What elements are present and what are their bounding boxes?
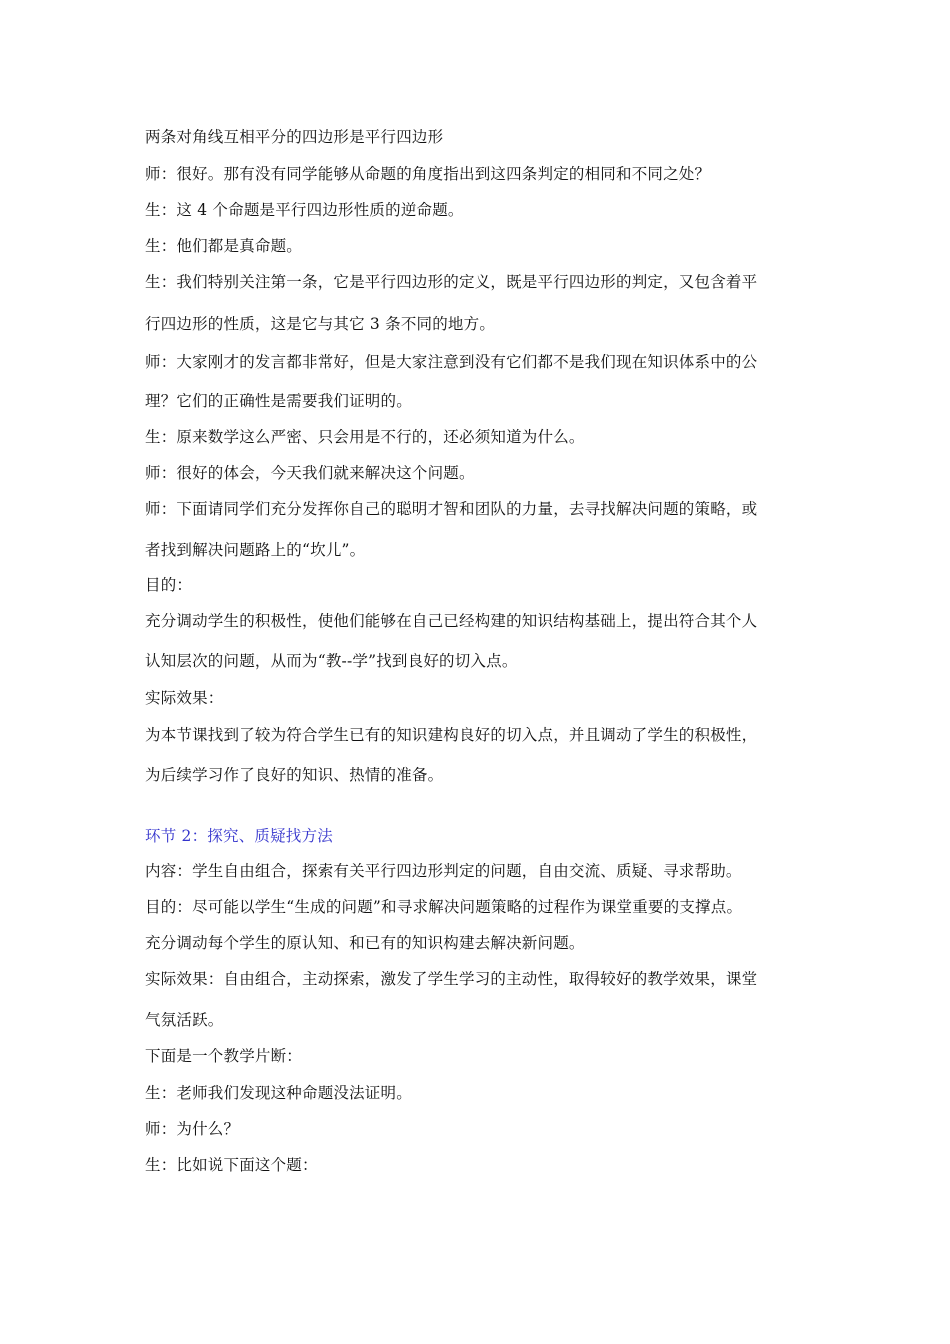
- text-line: 内容：学生自由组合，探索有关平行四边形判定的问题，自由交流、质疑、寻求帮助。: [145, 862, 742, 880]
- text-line: 理？它们的正确性是需要我们证明的。: [145, 392, 412, 410]
- text-line: 下面是一个教学片断：: [145, 1047, 303, 1065]
- text-line: 充分调动每个学生的原认知、和已有的知识构建去解决新问题。: [145, 934, 585, 952]
- text-line: 目的：: [145, 576, 193, 594]
- text-line: 实际效果：: [145, 689, 224, 707]
- text-line: 师：大家刚才的发言都非常好，但是大家注意到没有它们都不是我们现在知识体系中的公: [145, 353, 758, 371]
- text-line: 生：这 4 个命题是平行四边形性质的逆命题。: [145, 201, 464, 219]
- text-line: 认知层次的问题，从而为“教--学”找到良好的切入点。: [145, 652, 518, 670]
- text-line: 充分调动学生的积极性，使他们能够在自己已经构建的知识结构基础上，提出符合其个人: [145, 612, 758, 630]
- text-line: 气氛活跃。: [145, 1011, 224, 1029]
- text-line: 师：下面请同学们充分发挥你自己的聪明才智和团队的力量，去寻找解决问题的策略，或: [145, 500, 758, 518]
- text-line: 师：很好。那有没有同学能够从命题的角度指出到这四条判定的相同和不同之处？: [145, 165, 711, 183]
- text-line: 生：比如说下面这个题：: [145, 1156, 318, 1174]
- text-line: 生：他们都是真命题。: [145, 237, 303, 255]
- text-line: 师：很好的体会，今天我们就来解决这个问题。: [145, 464, 475, 482]
- text-line: 行四边形的性质，这是它与其它 3 条不同的地方。: [145, 315, 496, 333]
- section-heading: 环节 2：探究、质疑找方法: [145, 827, 333, 845]
- text-line: 者找到解决问题路上的“坎儿”。: [145, 541, 366, 559]
- text-line: 目的：尽可能以学生“生成的问题”和寻求解决问题策略的过程作为课堂重要的支撑点。: [145, 898, 743, 916]
- text-line: 生：原来数学这么严密、只会用是不行的，还必须知道为什么。: [145, 428, 585, 446]
- text-line: 生：我们特别关注第一条，它是平行四边形的定义，既是平行四边形的判定，又包含着平: [145, 273, 758, 291]
- text-line: 为后续学习作了良好的知识、热情的准备。: [145, 766, 444, 784]
- text-line: 生：老师我们发现这种命题没法证明。: [145, 1084, 412, 1102]
- text-line: 实际效果：自由组合，主动探索，激发了学生学习的主动性，取得较好的教学效果，课堂: [145, 970, 758, 988]
- text-line: 为本节课找到了较为符合学生已有的知识建构良好的切入点，并且调动了学生的积极性，: [145, 726, 758, 744]
- text-line: 两条对角线互相平分的四边形是平行四边形: [145, 128, 444, 146]
- text-line: 师：为什么？: [145, 1120, 240, 1138]
